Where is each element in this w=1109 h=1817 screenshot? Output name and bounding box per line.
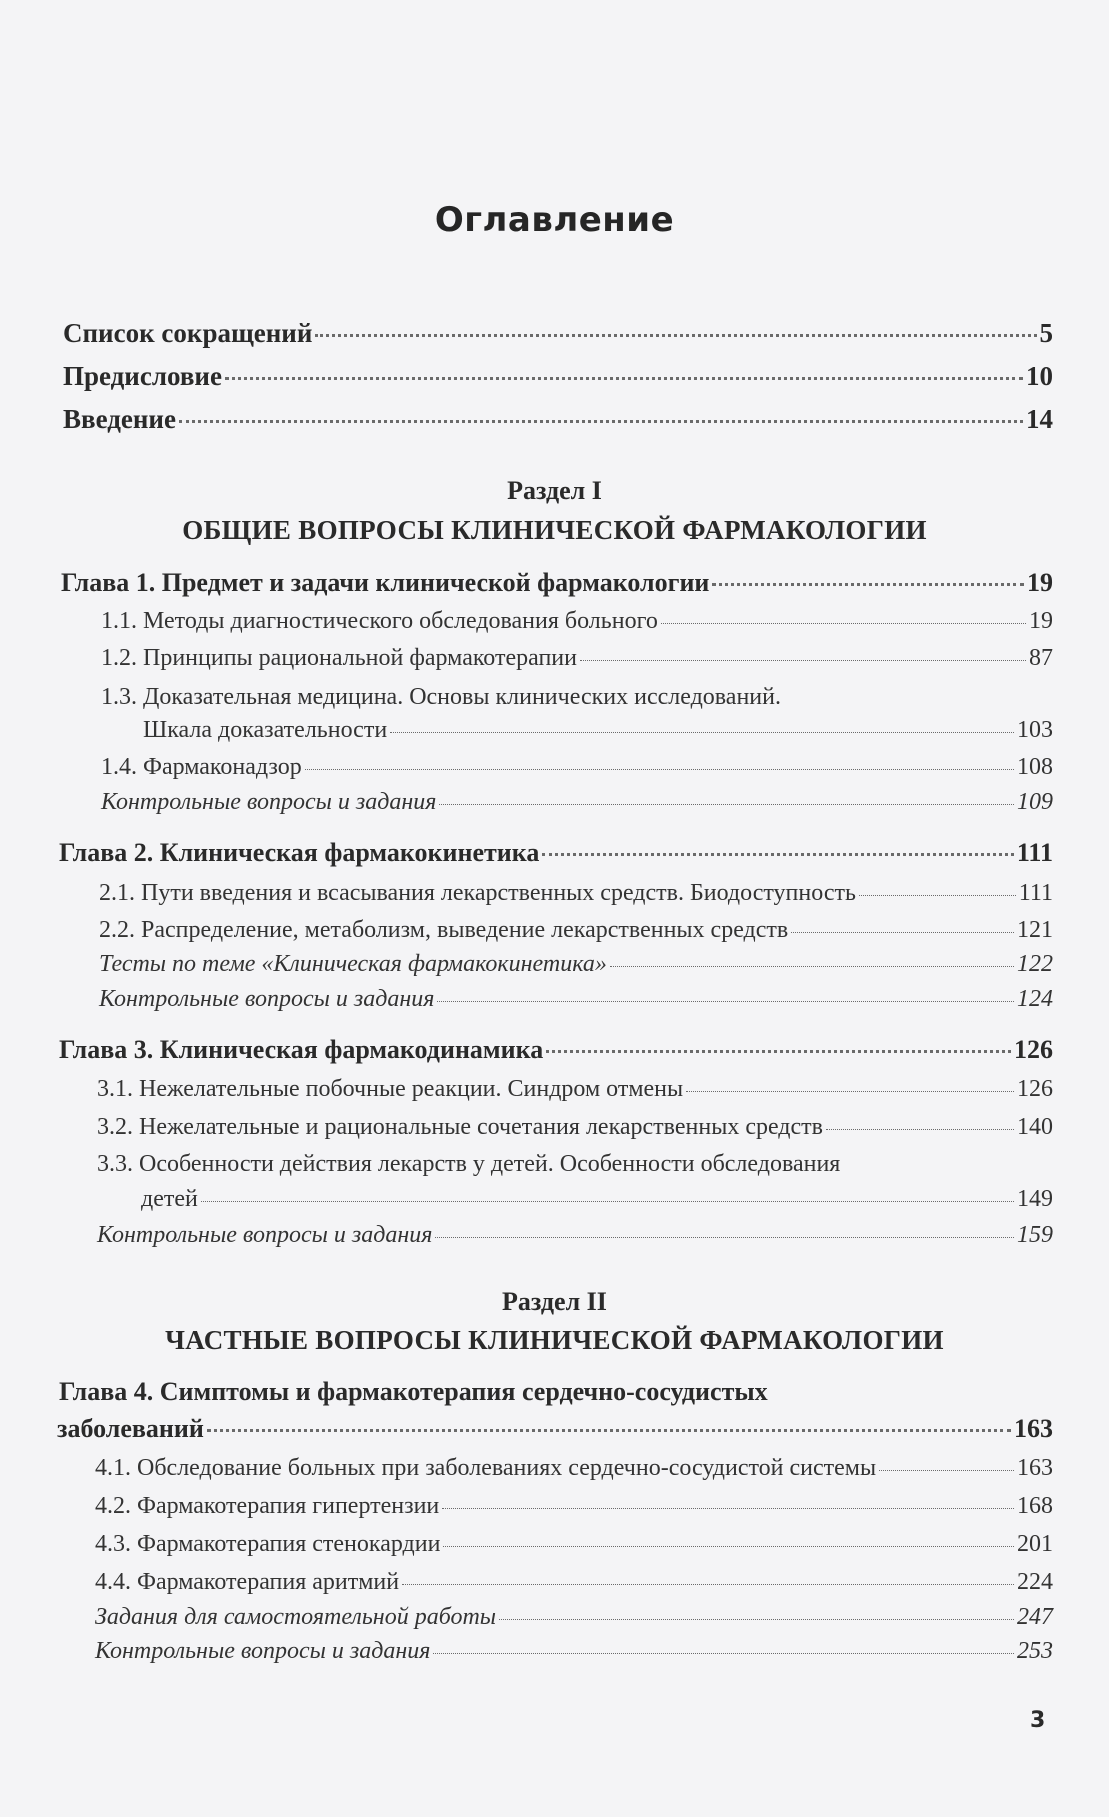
dot-leader bbox=[179, 420, 1023, 423]
dot-leader bbox=[433, 1653, 1014, 1654]
subentry bbox=[141, 1186, 1053, 1213]
dot-leader bbox=[661, 623, 1026, 624]
subentry-page: 108 bbox=[1017, 754, 1053, 780]
subentry-page: 87 bbox=[1029, 645, 1053, 671]
dot-leader bbox=[390, 732, 1014, 733]
subentry-title-cont: детей bbox=[141, 1186, 198, 1212]
subentry-title: Контрольные вопросы и задания bbox=[97, 1222, 433, 1248]
entry-title: Предисловие bbox=[63, 361, 222, 391]
dot-leader bbox=[402, 1584, 1014, 1585]
dot-leader bbox=[201, 1201, 1014, 1202]
dot-leader bbox=[315, 334, 1036, 337]
dot-leader bbox=[610, 966, 1014, 967]
toc-entry bbox=[63, 404, 1053, 435]
subentry-page: 201 bbox=[1017, 1531, 1053, 1557]
subentry bbox=[95, 1604, 1053, 1631]
subentry-page: 121 bbox=[1017, 917, 1053, 943]
chapter-title: Глава 2. Клиническая фармакокинетика bbox=[59, 838, 540, 867]
dot-leader bbox=[542, 853, 1013, 856]
subentry-page: 159 bbox=[1017, 1222, 1053, 1248]
subentry bbox=[95, 1638, 1053, 1665]
chapter-title: Глава 4. Симптомы и фармакотерапия сердечно-сосудистых bbox=[59, 1377, 768, 1406]
subentry bbox=[95, 1493, 1053, 1520]
entry-page: 5 bbox=[1039, 318, 1053, 348]
chapter-page: 126 bbox=[1014, 1035, 1053, 1064]
subentry bbox=[97, 1114, 1053, 1141]
subentry-title: 4.2. Фармакотерапия гипертензии bbox=[95, 1493, 440, 1519]
subentry bbox=[99, 951, 1053, 978]
subentry-title: 4.4. Фармакотерапия аритмий bbox=[95, 1569, 400, 1595]
toc-entry bbox=[63, 318, 1053, 349]
subentry-title: 4.3. Фармакотерапия стенокардии bbox=[95, 1531, 441, 1557]
section-label: Раздел I bbox=[507, 476, 602, 505]
subentry-title: Контрольные вопросы и задания bbox=[95, 1638, 431, 1664]
subentry-page: 224 bbox=[1017, 1569, 1053, 1595]
subentry-page: 247 bbox=[1017, 1604, 1053, 1630]
subentry-page: 149 bbox=[1017, 1186, 1053, 1212]
subentry-title: 3.1. Нежелательные побочные реакции. Синдром отмены bbox=[97, 1076, 684, 1102]
subentry bbox=[99, 986, 1053, 1013]
dot-leader bbox=[442, 1508, 1014, 1509]
subentry bbox=[99, 917, 1053, 944]
chapter-entry bbox=[59, 838, 1053, 868]
dot-leader bbox=[712, 583, 1024, 586]
subentry bbox=[101, 645, 1053, 672]
dot-leader bbox=[499, 1619, 1014, 1620]
dot-leader bbox=[686, 1091, 1014, 1092]
subentry-page: 140 bbox=[1017, 1114, 1053, 1140]
page-number: 3 bbox=[1030, 1708, 1046, 1733]
subentry-page: 163 bbox=[1017, 1455, 1053, 1481]
chapter-entry bbox=[61, 568, 1053, 598]
chapter-entry bbox=[57, 1414, 1053, 1444]
subentry-title-cont: Шкала доказательности bbox=[143, 717, 388, 743]
dot-leader bbox=[225, 377, 1023, 380]
subentry-title: Задания для самостоятельной работы bbox=[95, 1604, 497, 1630]
subentry-page: 109 bbox=[1017, 789, 1053, 815]
subentry-page: 122 bbox=[1017, 951, 1053, 977]
subentry bbox=[101, 789, 1053, 816]
subentry bbox=[143, 717, 1053, 744]
dot-leader bbox=[443, 1546, 1014, 1547]
subentry-title: 1.4. Фармаконадзор bbox=[101, 754, 302, 780]
subentry-title: Контрольные вопросы и задания bbox=[99, 986, 435, 1012]
entry-title: Введение bbox=[63, 404, 176, 434]
dot-leader bbox=[435, 1237, 1014, 1238]
dot-leader bbox=[879, 1470, 1014, 1471]
dot-leader bbox=[546, 1050, 1011, 1053]
subentry bbox=[101, 754, 1053, 781]
chapter-title: Глава 3. Клиническая фармакодинамика bbox=[59, 1035, 544, 1064]
entry-page: 10 bbox=[1026, 361, 1053, 391]
subentry-title: 1.2. Принципы рациональной фармакотерапии bbox=[101, 645, 577, 671]
subentry-title: 4.1. Обследование больных при заболеваниях сердечно-сосудистой системы bbox=[95, 1455, 877, 1481]
subentry-page: 168 bbox=[1017, 1493, 1053, 1519]
dot-leader bbox=[305, 769, 1014, 770]
chapter-page: 163 bbox=[1014, 1414, 1053, 1443]
subentry bbox=[99, 880, 1053, 907]
subentry bbox=[95, 1531, 1053, 1558]
chapter-page: 111 bbox=[1016, 838, 1053, 867]
subentry bbox=[101, 608, 1053, 635]
dot-leader bbox=[437, 1001, 1014, 1002]
subentry-page: 103 bbox=[1017, 717, 1053, 743]
toc-entry bbox=[63, 361, 1053, 392]
subentry-title: Контрольные вопросы и задания bbox=[101, 789, 437, 815]
subentry-page: 124 bbox=[1017, 986, 1053, 1012]
subentry-title: 3.2. Нежелательные и рациональные сочетания лекарственных средств bbox=[97, 1114, 823, 1140]
dot-leader bbox=[791, 932, 1014, 933]
dot-leader bbox=[859, 895, 1016, 896]
subentry-title: 1.3. Доказательная медицина. Основы клинических исследований. bbox=[101, 684, 781, 710]
subentry-title: Тесты по теме «Клиническая фармакокинетика» bbox=[99, 951, 607, 977]
entry-page: 14 bbox=[1026, 404, 1053, 434]
subentry bbox=[97, 1076, 1053, 1103]
section-title: ЧАСТНЫЕ ВОПРОСЫ КЛИНИЧЕСКОЙ ФАРМАКОЛОГИИ bbox=[165, 1325, 944, 1355]
chapter-title-cont: заболеваний bbox=[57, 1414, 204, 1443]
section-title: ОБЩИЕ ВОПРОСЫ КЛИНИЧЕСКОЙ ФАРМАКОЛОГИИ bbox=[182, 515, 927, 545]
entry-title: Список сокращений bbox=[63, 318, 313, 348]
subentry-page: 253 bbox=[1017, 1638, 1053, 1664]
dot-leader bbox=[826, 1129, 1014, 1130]
subentry bbox=[97, 1222, 1053, 1249]
chapter-entry bbox=[59, 1035, 1053, 1065]
subentry-page: 111 bbox=[1018, 880, 1053, 906]
dot-leader bbox=[207, 1429, 1011, 1432]
subentry-page: 126 bbox=[1017, 1076, 1053, 1102]
dot-leader bbox=[439, 804, 1014, 805]
subentry-title: 1.1. Методы диагностического обследования больного bbox=[101, 608, 658, 634]
subentry bbox=[95, 1569, 1053, 1596]
section-label: Раздел II bbox=[502, 1287, 607, 1316]
chapter-title: Глава 1. Предмет и задачи клинической фармакологии bbox=[61, 568, 710, 597]
dot-leader bbox=[580, 660, 1026, 661]
page-title: Оглавление bbox=[434, 200, 675, 240]
subentry bbox=[95, 1455, 1053, 1482]
subentry-title: 2.1. Пути введения и всасывания лекарственных средств. Биодоступность bbox=[99, 880, 856, 906]
subentry-title: 3.3. Особенности действия лекарств у детей. Особенности обследования bbox=[97, 1151, 841, 1177]
chapter-page: 19 bbox=[1027, 568, 1053, 597]
subentry-page: 19 bbox=[1029, 608, 1053, 634]
subentry-title: 2.2. Распределение, метаболизм, выведение лекарственных средств bbox=[99, 917, 789, 943]
